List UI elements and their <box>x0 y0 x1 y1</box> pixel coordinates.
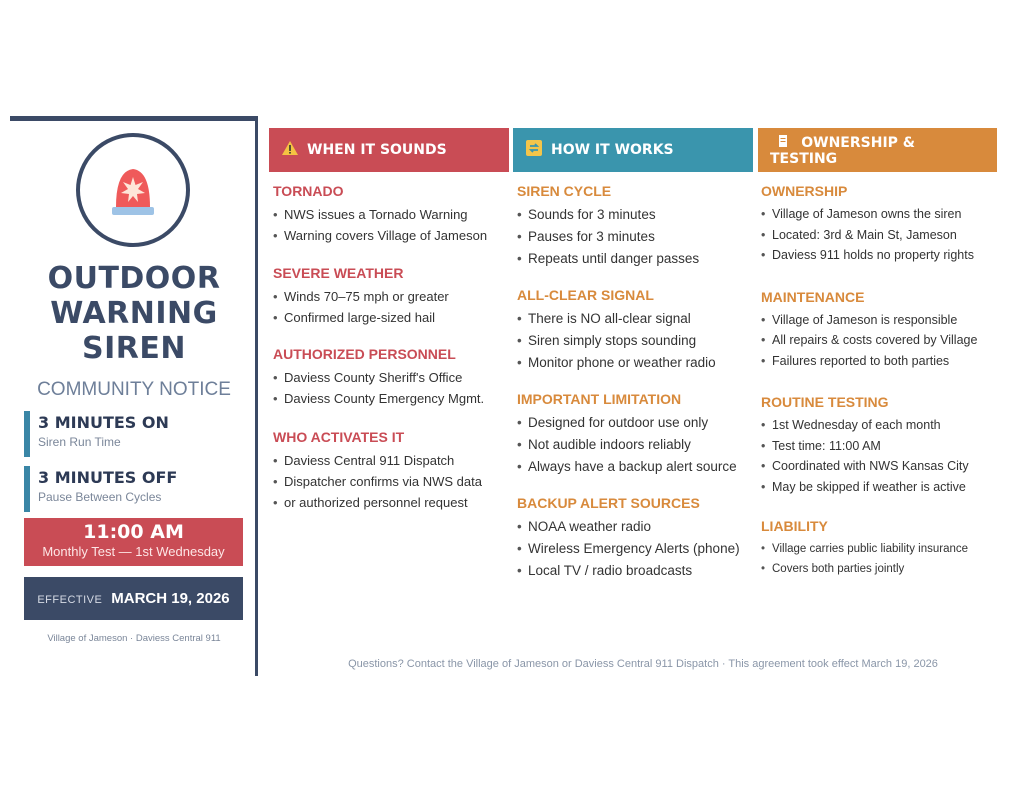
list-item: • Test time: 11:00 AM <box>761 436 1001 457</box>
stat-value: 3 MINUTES ON <box>38 413 169 432</box>
monthly-test-box <box>24 518 243 566</box>
section-title: ALL-CLEAR SIGNAL <box>517 287 654 303</box>
header-label: TESTING <box>770 150 838 167</box>
section <box>273 428 509 513</box>
list-item: • Daviess 911 holds no property rights <box>761 245 1001 266</box>
page-title <box>10 261 258 366</box>
list-item: • Village carries public liability insurance <box>761 539 1001 559</box>
list-item: • Always have a backup alert source <box>517 456 755 478</box>
test-time: 11:00 AM <box>83 521 184 543</box>
sidebar <box>10 116 258 676</box>
list-item: • Local TV / radio broadcasts <box>517 560 755 582</box>
siren-badge <box>76 133 190 247</box>
list-item: • NWS issues a Tornado Warning <box>273 204 509 225</box>
list-item: • Warning covers Village of Jameson <box>273 225 509 246</box>
list-item: • May be skipped if weather is active <box>761 477 1001 498</box>
header-ownership-testing <box>758 128 997 172</box>
list-item: • Pauses for 3 minutes <box>517 226 755 248</box>
list-item: • Designed for outdoor use only <box>517 412 755 434</box>
header-label: WHEN IT SOUNDS <box>307 142 447 158</box>
stat-minutes-off <box>24 466 242 512</box>
list-item: • Located: 3rd & Main St, Jameson <box>761 225 1001 246</box>
list-item: • Daviess County Sheriff's Office <box>273 367 509 388</box>
list-item: • Monitor phone or weather radio <box>517 352 755 374</box>
title-line: WARNING <box>50 296 218 331</box>
siren-light-icon <box>108 163 158 221</box>
list-item: • Dispatcher confirms via NWS data <box>273 471 509 492</box>
footer-note: Questions? Contact the Village of Jameson or Daviess Central 911 Dispatch · This agreement took effect March 19, 2026 <box>348 658 938 670</box>
section-title: BACKUP ALERT SOURCES <box>517 495 700 511</box>
section <box>517 286 755 374</box>
list-item: • Daviess County Emergency Mgmt. <box>273 388 509 409</box>
section-title: OWNERSHIP <box>761 183 848 199</box>
effective-label: EFFECTIVE <box>37 594 103 606</box>
section-title: TORNADO <box>273 183 344 199</box>
list-item: • Village of Jameson owns the siren <box>761 204 1001 225</box>
test-schedule: Monthly Test — 1st Wednesday <box>42 544 225 559</box>
section-title: IMPORTANT LIMITATION <box>517 391 682 407</box>
effective-date-box <box>24 577 243 620</box>
list-item: • Siren simply stops sounding <box>517 330 755 352</box>
cycle-icon <box>525 139 543 161</box>
section <box>517 182 755 270</box>
list-item: • Failures reported to both parties <box>761 351 1001 372</box>
list-item: • Repeats until danger passes <box>517 248 755 270</box>
community-notice: COMMUNITY NOTICE <box>37 379 231 400</box>
effective-date: MARCH 19, 2026 <box>111 590 230 607</box>
header-how-it-works <box>513 128 753 172</box>
credit-line: Village of Jameson · Daviess Central 911 <box>47 633 221 644</box>
list-item: • Daviess Central 911 Dispatch <box>273 450 509 471</box>
section <box>761 517 1001 579</box>
section-title: SEVERE WEATHER <box>273 265 404 281</box>
header-when-it-sounds <box>269 128 509 172</box>
section <box>273 264 509 328</box>
stat-minutes-on <box>24 411 242 457</box>
title-line: OUTDOOR <box>47 261 221 296</box>
list-item: • All repairs & costs covered by Village <box>761 330 1001 351</box>
list-item: • Not audible indoors reliably <box>517 434 755 456</box>
section <box>273 182 509 246</box>
section <box>273 345 509 409</box>
section-title: MAINTENANCE <box>761 288 865 305</box>
section <box>761 182 1001 266</box>
section-title: LIABILITY <box>761 518 828 534</box>
list-item: • Winds 70–75 mph or greater <box>273 286 509 307</box>
list-item: • There is NO all-clear signal <box>517 308 755 330</box>
header-label: HOW IT WORKS <box>551 142 674 158</box>
list-item: • NOAA weather radio <box>517 516 755 538</box>
section-title: ROUTINE TESTING <box>761 394 889 410</box>
list-item: • 1st Wednesday of each month <box>761 415 1001 436</box>
section <box>761 288 1001 372</box>
section-title: AUTHORIZED PERSONNEL <box>273 346 456 362</box>
list-item: • or authorized personnel request <box>273 492 509 513</box>
list-item: • Wireless Emergency Alerts (phone) <box>517 538 755 560</box>
list-item: • Village of Jameson is responsible <box>761 310 1001 331</box>
header-label: OWNERSHIP & <box>801 134 915 151</box>
column-when-it-sounds <box>273 182 509 513</box>
column-ownership-testing <box>761 182 1001 579</box>
stat-label: Pause Between Cycles <box>38 490 162 504</box>
section <box>517 494 755 582</box>
stat-value: 3 MINUTES OFF <box>38 468 178 487</box>
column-how-it-works <box>517 182 755 582</box>
section <box>517 390 755 478</box>
list-item: • Confirmed large-sized hail <box>273 307 509 328</box>
document-icon <box>778 133 793 151</box>
list-item: • Covers both parties jointly <box>761 559 1001 579</box>
list-item: • Sounds for 3 minutes <box>517 204 755 226</box>
list-item: • Coordinated with NWS Kansas City <box>761 456 1001 477</box>
title-line: SIREN <box>82 331 186 366</box>
stat-label: Siren Run Time <box>38 435 121 449</box>
section-title: SIREN CYCLE <box>517 183 612 199</box>
section-title: WHO ACTIVATES IT <box>273 429 405 445</box>
section <box>761 393 1001 497</box>
warning-icon <box>281 140 299 160</box>
